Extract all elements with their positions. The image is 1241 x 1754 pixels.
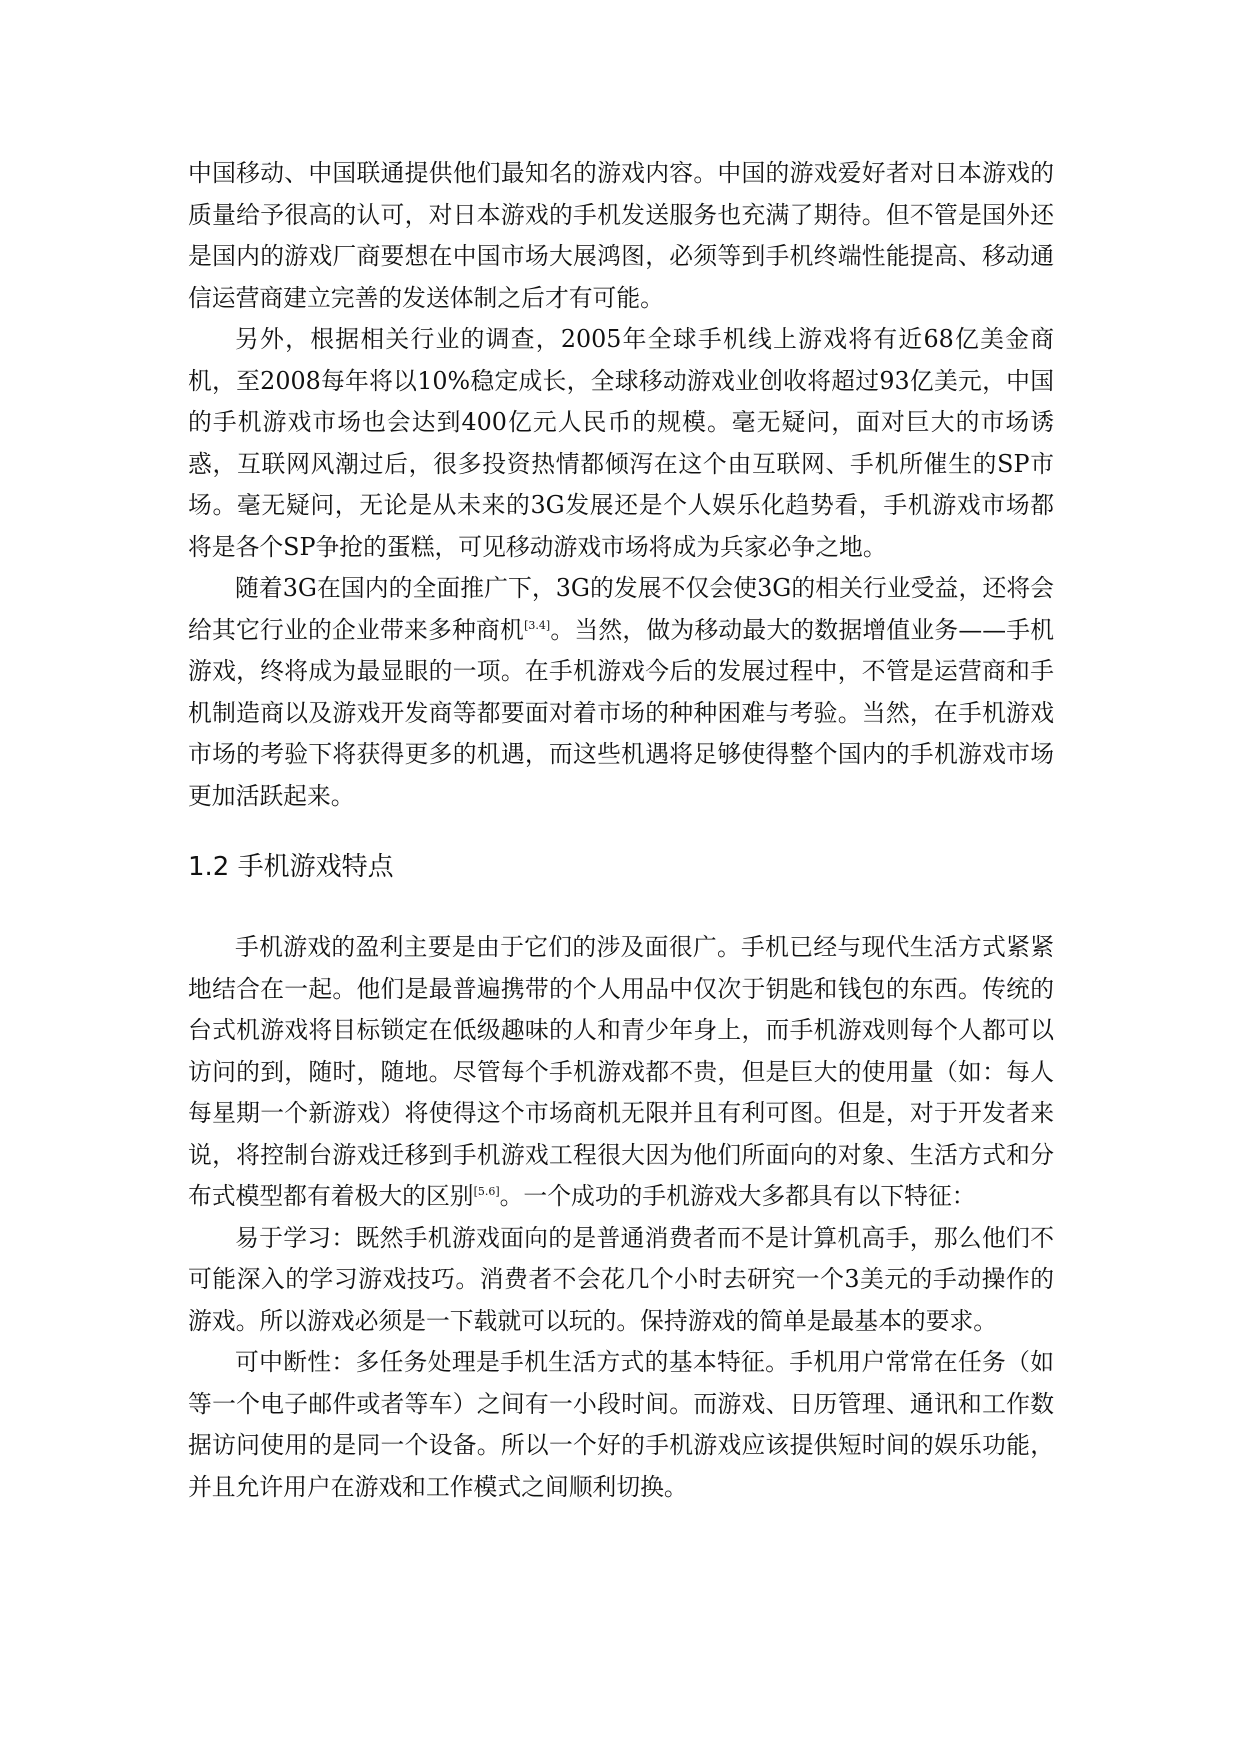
document-page — [188, 153, 1054, 1508]
paragraph-2: 另外，根据相关行业的调查，2005年全球手机线上游戏将有近68亿美金商机，至2008每年将以10%稳定成长，全球移动游戏业创收将超过93亿美元，中国的手机游戏市场也会达到400亿元人民币的规模。毫无疑问，面对巨大的市场诱惑，互联网风潮过后，很多投资热情都倾泻在这个由互联网、手机所催生的SP市场。毫无疑问，无论是从未来的3G发展还是个人娱乐化趋势看，手机游戏市场都将是各个SP争抢的蛋糕，可见移动游戏市场将成为兵家必争之地。 — [188, 325, 1054, 561]
paragraph-4-text-b: 。一个成功的手机游戏大多都具有以下特征： — [499, 1182, 976, 1210]
paragraph-1: 中国移动、中国联通提供他们最知名的游戏内容。中国的游戏爱好者对日本游戏的质量给予很高的认可，对日本游戏的手机发送服务也充满了期待。但不管是国外还是国内的游戏厂商要想在中国市场大展鸿图，必须等到手机终端性能提高、移动通信运营商建立完善的发送体制之后才有可能。 — [188, 159, 1054, 312]
citation-3-4: [3.4] — [524, 618, 551, 632]
paragraph-3-text-a: 随着3G在国内的全面推广下，3G的发展不仅会使3G的相关行业受益，还将会给其它行业的企业带来多种商机 — [188, 574, 1054, 644]
paragraph-3 — [188, 568, 1054, 817]
citation-5-6: [5.6] — [473, 1185, 500, 1199]
paragraph-4-text-a: 手机游戏的盈利主要是由于它们的涉及面很广。手机已经与现代生活方式紧紧地结合在一起。他们是最普遍携带的个人用品中仅次于钥匙和钱包的东西。传统的台式机游戏将目标锁定在低级趣味的人和青少年身上，而手机游戏则每个人都可以访问的到，随时，随地。尽管每个手机游戏都不贵，但是巨大的使用量（如：每人每星期一个新游戏）将使得这个市场商机无限并且有利可图。但是，对于开发者来说，将控制台游戏迁移到手机游戏工程很大因为他们所面向的对象、生活方式和分布式模型都有着极大的区别 — [188, 933, 1054, 1210]
paragraph-3-text-b: 。当然，做为移动最大的数据增值业务——手机游戏，终将成为最显眼的一项。在手机游戏今后的发展过程中，不管是运营商和手机制造商以及游戏开发商等都要面对着市场的种种困难与考验。当然，在手机游戏市场的考验下将获得更多的机遇，而这些机遇将足够使得整个国内的手机游戏市场更加活跃起来。 — [188, 615, 1055, 810]
paragraph-6: 可中断性：多任务处理是手机生活方式的基本特征。手机用户常常在任务（如等一个电子邮件或者等车）之间有一小段时间。而游戏、日历管理、通讯和工作数据访问使用的是同一个设备。所以一个好的手机游戏应该提供短时间的娱乐功能，并且允许用户在游戏和工作模式之间顺利切换。 — [188, 1348, 1054, 1501]
paragraph-4 — [188, 927, 1054, 1218]
section-heading: 1.2 手机游戏特点 — [188, 852, 394, 882]
paragraph-5: 易于学习：既然手机游戏面向的是普通消费者而不是计算机高手，那么他们不可能深入的学习游戏技巧。消费者不会花几个小时去研究一个3美元的手动操作的游戏。所以游戏必须是一下载就可以玩的。保持游戏的简单是最基本的要求。 — [188, 1223, 1054, 1335]
